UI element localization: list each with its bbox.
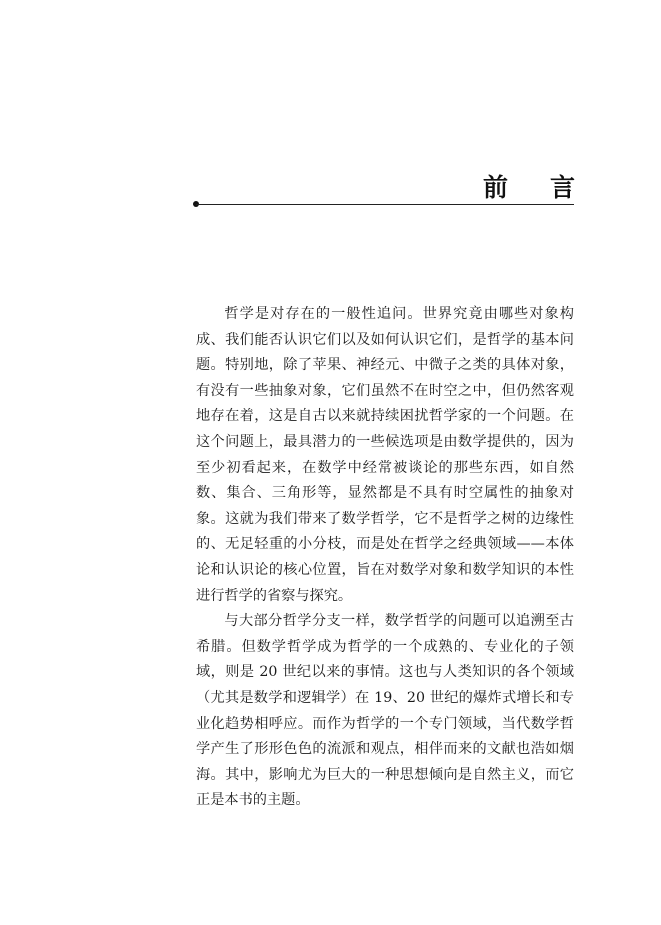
page-title	[483, 168, 575, 204]
paragraph: 哲学是对存在的一般性追问。世界究竟由哪些对象构成、我们能否认识它们以及如何认识它们，是哲学的基本问题。特别地，除了苹果、神经元、中微子之类的具体对象，有没有一些抽象对象，它们虽然不在时空之中，但仍然客观地存在着，这是自古以来就持续困扰哲学家的一个问题。在这个问题上，最具潜力的一些候选项是由数学提供的，因为至少初看起来，在数学中经常被谈论的那些东西，如自然数、集合、三角形等，显然都是不具有时空属性的抽象对象。这就为我们带来了数学哲学，它不是哲学之树的边缘性的、无足轻重的小分枝，而是处在哲学之经典领域——本体论和认识论的核心位置，旨在对数学对象和数学知识的本性进行哲学的省察与探究。	[196, 306, 574, 604]
paragraph: 与大部分哲学分支一样，数学哲学的问题可以追溯至古希腊。但数学哲学成为哲学的一个成熟的、专业化的子领域，则是 20 世纪以来的事情。这也与人类知识的各个领域（尤其是数学和逻辑学）在 19、20 世纪的爆炸式增长和专业化趋势相呼应。而作为哲学的一个专门领域，当代数学哲学产生了形形色色的流派和观点，相伴而来的文献也浩如烟海。其中，影响尤为巨大的一种思想倾向是自然主义，而它正是本书的主题。	[196, 613, 574, 809]
title-char-1: 前	[482, 173, 508, 202]
body-text	[196, 302, 574, 814]
title-char-2: 言	[549, 173, 575, 202]
title-divider	[196, 204, 574, 205]
